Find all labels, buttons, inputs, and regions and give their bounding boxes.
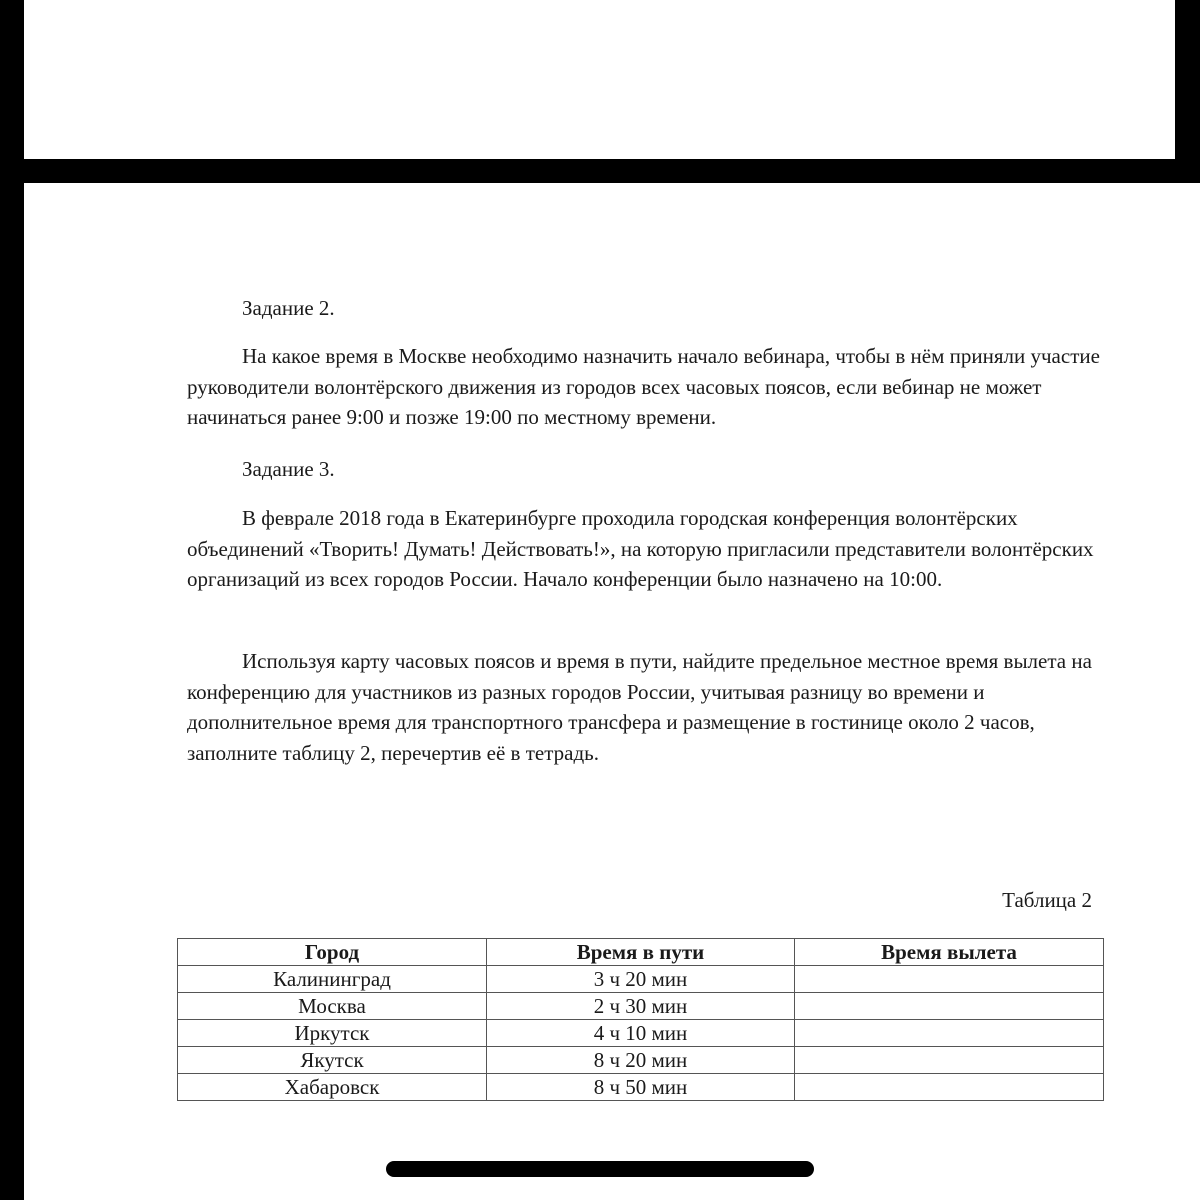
home-indicator[interactable]: [386, 1161, 814, 1177]
travel-time-cell: 8 ч 50 мин: [487, 1074, 795, 1101]
header-departure-time: Время вылета: [795, 939, 1104, 966]
travel-time-cell: 2 ч 30 мин: [487, 993, 795, 1020]
task3-paragraph-2: Используя карту часовых поясов и время в пути, найдите предельное местное время вылета на конференцию для участников из разных городов России, учитывая разницу во времени и дополнительное время для транспортного трансфера и размещение в гостинице около 2 часов, заполните таблицу 2, перечертив её в тетрадь.: [187, 649, 1092, 765]
departure-cell: [795, 1020, 1104, 1047]
departure-cell: [795, 1047, 1104, 1074]
previous-page: [24, 0, 1175, 159]
table-caption: Таблица 2: [1002, 888, 1092, 912]
table-row: [178, 966, 1104, 993]
city-cell: Москва: [178, 993, 487, 1020]
departure-table: [177, 938, 1104, 1101]
table-row: [178, 1020, 1104, 1047]
table-row: [178, 1047, 1104, 1074]
travel-time-cell: 4 ч 10 мин: [487, 1020, 795, 1047]
header-travel-time: Время в пути: [487, 939, 795, 966]
document-page: [24, 183, 1200, 1200]
task2-text: На какое время в Москве необходимо назначить начало вебинара, чтобы в нём приняли участие руководители волонтёрского движения из городов всех часовых поясов, если вебинар не может начинаться ранее 9:00 и позже 19:00 по местному времени.: [187, 344, 1100, 429]
table-row: [178, 993, 1104, 1020]
travel-time-cell: 8 ч 20 мин: [487, 1047, 795, 1074]
travel-time-cell: 3 ч 20 мин: [487, 966, 795, 993]
city-cell: Иркутск: [178, 1020, 487, 1047]
header-city: Город: [178, 939, 487, 966]
departure-cell: [795, 1074, 1104, 1101]
departure-cell: [795, 993, 1104, 1020]
city-cell: Хабаровск: [178, 1074, 487, 1101]
table-row: [178, 1074, 1104, 1101]
task3-paragraph-1: В феврале 2018 года в Екатеринбурге проходила городская конференция волонтёрских объединений «Творить! Думать! Действовать!», на которую пригласили представители волонтёрских организаций из всех городов России. Начало конференции было назначено на 10:00.: [187, 506, 1094, 591]
departure-cell: [795, 966, 1104, 993]
city-cell: Калининград: [178, 966, 487, 993]
table-header-row: [178, 939, 1104, 966]
city-cell: Якутск: [178, 1047, 487, 1074]
task3-heading: Задание 3.: [242, 457, 335, 481]
task2-heading: Задание 2.: [242, 296, 335, 320]
